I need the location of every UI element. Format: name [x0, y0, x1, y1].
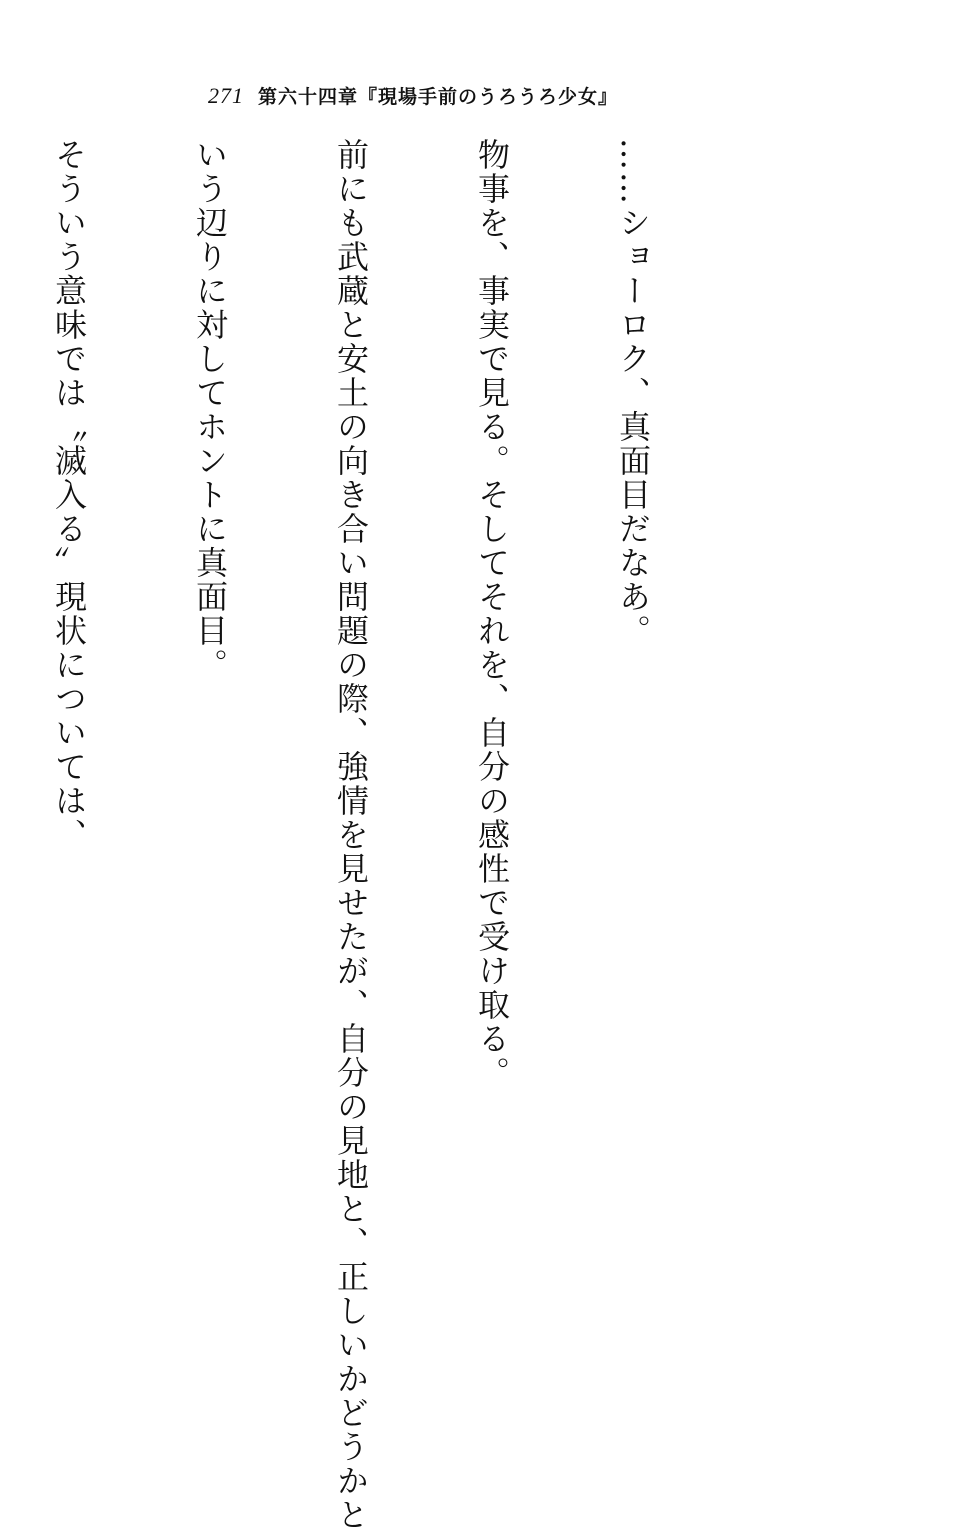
text-line: 前にも武蔵と安土の向き合い問題の際、強情を見せたが、自分の見地と、正しいかどうかと [332, 138, 370, 1532]
text-line: ……ショーロク、真面目だなあ。 [614, 138, 652, 648]
running-head [208, 82, 618, 112]
page-number: 271 [208, 83, 244, 108]
text-line: いう辺りに対してホントに真面目。 [191, 138, 229, 682]
text-line: 物事を、事実で見る。そしてそれを、自分の感性で受け取る。 [473, 138, 511, 1090]
chapter-title: 第六十四章『現場手前のうろうろ少女』 [258, 86, 619, 108]
text-line: そういう意味では〝滅入る〟現状については、 [50, 138, 88, 852]
vertical-body-text [50, 138, 750, 1532]
